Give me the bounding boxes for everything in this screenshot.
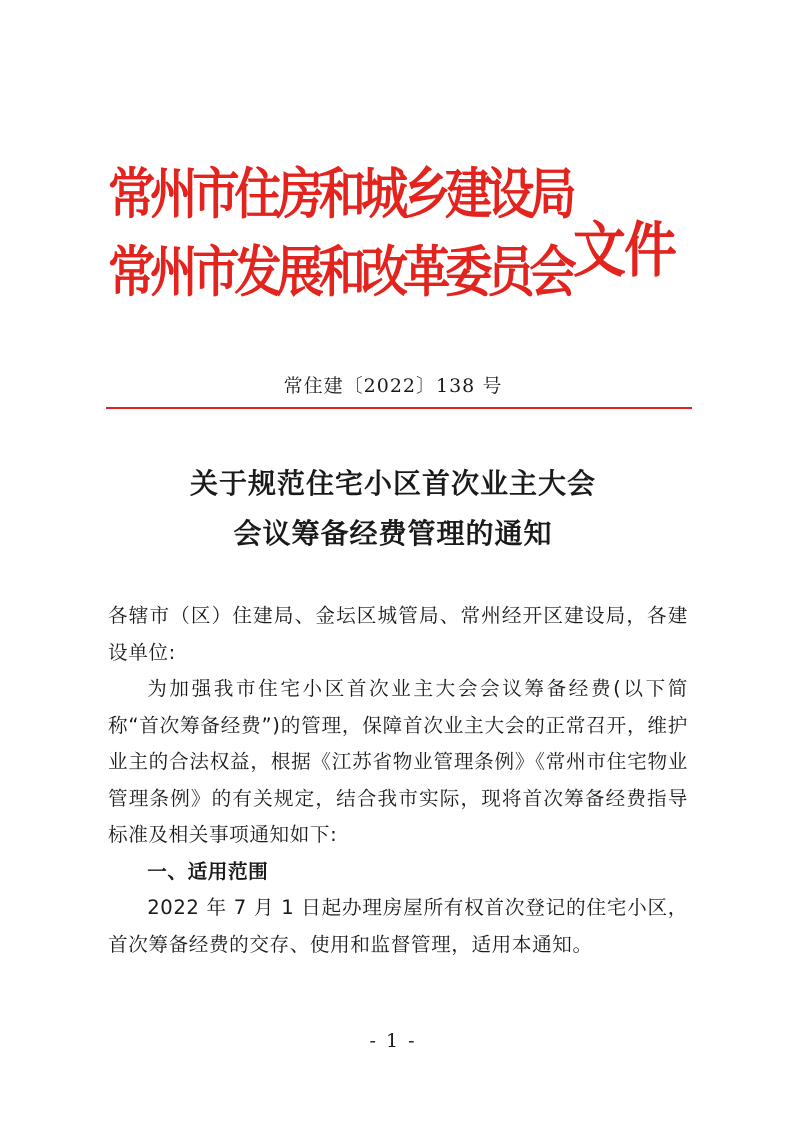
document-title-line-2: 会议筹备经费管理的通知 xyxy=(233,517,553,550)
red-divider xyxy=(106,407,692,409)
issuing-authority-2: 常州市发展和改革委员会 xyxy=(108,239,572,304)
issuing-authority-1: 常州市住房和城乡建设局 xyxy=(108,161,572,226)
document-number: 常住建〔2022〕138 号 xyxy=(283,375,503,397)
document-body xyxy=(108,598,688,963)
document-header xyxy=(108,158,708,328)
section-heading: 一、适用范围 xyxy=(147,859,269,883)
document-label: 文件 xyxy=(573,216,676,286)
salutation: 各辖市（区）住建局、金坛区城管局、常州经开区建设局，各建设单位: xyxy=(108,604,688,664)
intro-paragraph: 为加强我市住宅小区首次业主大会会议筹备经费(以下简称“首次筹备经费”)的管理，保障首次业主大会的正常召开，维护业主的合法权益，根据《江苏省物业管理条例》《常州市住宅物业管理条例》的有关规定，结合我市实际，现将首次筹备经费指导标准及相关事项通知如下: xyxy=(108,677,688,846)
section-paragraph: 2022 年 7 月 1 日起办理房屋所有权首次登记的住宅小区，首次筹备经费的交存、使用和监督管理，适用本通知。 xyxy=(108,896,688,956)
document-title-line-1: 关于规范住宅小区首次业主大会 xyxy=(189,467,596,500)
page-number: - 1 - xyxy=(369,1030,417,1052)
